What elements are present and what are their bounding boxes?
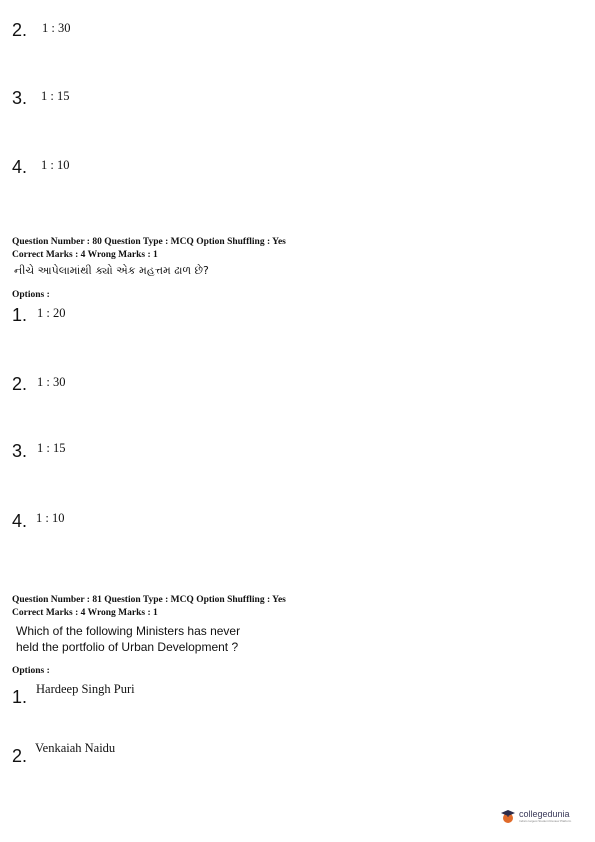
option-number: 1. (12, 305, 28, 325)
question-meta-line1: Question Number : 80 Question Type : MCQ Option Shuffling : Yes (12, 237, 286, 247)
option-value: 1 : 15 (37, 441, 66, 455)
question-meta-line1: Question Number : 81 Question Type : MCQ Option Shuffling : Yes (12, 595, 286, 605)
logo-tagline: India's largest Student Review Platform (519, 819, 572, 823)
graduate-cap-icon (500, 808, 516, 824)
question-meta-line2: Correct Marks : 4 Wrong Marks : 1 (12, 250, 158, 260)
option-number: 1. (12, 687, 28, 707)
collegedunia-logo (500, 808, 571, 824)
question-text-line1: Which of the following Ministers has never (16, 624, 241, 638)
option-number: 2. (12, 746, 28, 766)
options-label: Options : (12, 290, 50, 300)
option-number: 2. (12, 20, 28, 40)
option-value: 1 : 15 (41, 89, 70, 103)
option-value: 1 : 10 (41, 158, 70, 172)
question-text-line2: held the portfolio of Urban Development ? (16, 640, 239, 654)
option-number: 4. (12, 157, 28, 177)
option-value: Venkaiah Naidu (35, 741, 116, 755)
options-label: Options : (12, 666, 50, 676)
option-number: 3. (12, 441, 28, 461)
option-number: 2. (12, 374, 28, 394)
option-value: 1 : 10 (36, 511, 65, 525)
option-number: 4. (12, 511, 28, 531)
option-value: 1 : 30 (37, 375, 66, 389)
question-text: નીચે આપેલામાંથી ક્યો એક મહત્તમ ઢાળ છે? (14, 264, 209, 277)
logo-name: collegedunia (519, 809, 570, 819)
option-value: 1 : 30 (42, 21, 71, 35)
option-number: 3. (12, 88, 28, 108)
option-value: Hardeep Singh Puri (36, 682, 135, 696)
option-value: 1 : 20 (37, 306, 66, 320)
question-meta-line2: Correct Marks : 4 Wrong Marks : 1 (12, 608, 158, 618)
